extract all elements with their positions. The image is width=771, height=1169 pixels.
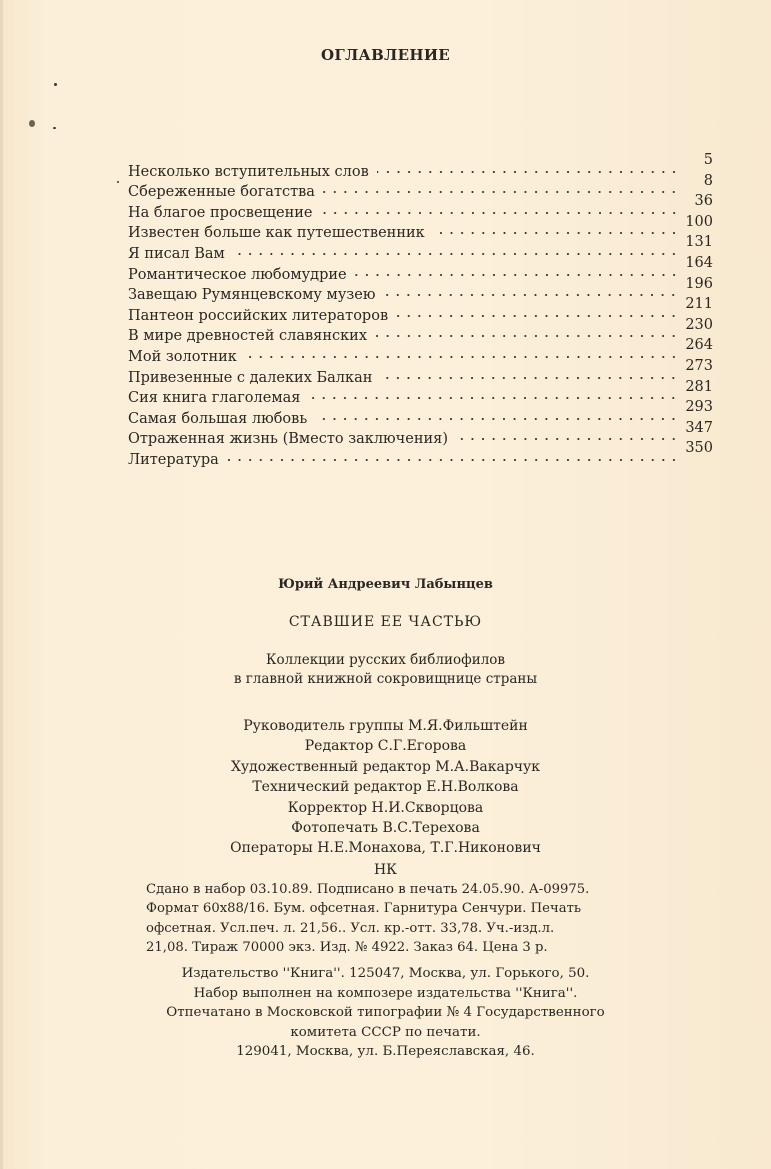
credit-line: Корректор Н.И.Скворцова (287, 799, 484, 816)
dot-leader (323, 188, 679, 196)
dot-leader (377, 168, 679, 176)
toc-entry-page: 273 (685, 357, 713, 374)
specs-line: Формат 60х88/16. Бум. офсетная. Гарнитура Сенчури. Печать (146, 901, 582, 917)
toc-entry-title: Литература (128, 451, 219, 468)
specs-line: 21,08. Тираж 70000 экз. Изд. № 4922. Заказ 64. Цена 3 р. (146, 939, 548, 955)
toc-entry (128, 275, 713, 304)
toc-entry-page: 211 (685, 296, 713, 313)
toc-entry-page: 350 (685, 440, 713, 457)
toc-entry-page: 293 (685, 399, 713, 416)
toc-entry-page: 347 (685, 419, 713, 436)
toc-entry-title: Самая большая любовь (128, 410, 308, 427)
credit-line: Технический редактор Е.Н.Волкова (252, 779, 519, 796)
book-subtitle (0, 651, 771, 689)
dot-leader (380, 374, 679, 382)
toc-entry (128, 193, 713, 221)
specs-line: офсетная. Усл.печ. л. 21,56.. Усл. кр.-отт. 33,78. Уч.-изд.л. (146, 920, 555, 936)
toc-entry-title: Привезенные с далеких Балкан (128, 369, 373, 386)
toc-entry-page: 196 (685, 275, 713, 292)
toc-entry-page: 264 (685, 337, 713, 354)
table-of-contents (128, 152, 713, 468)
classification-code: НК (373, 862, 398, 878)
dot-leader (321, 209, 679, 217)
publisher-line: Набор выполнен на композере издательства ''Книга''. (193, 985, 578, 1001)
dot-leader (456, 435, 679, 443)
toc-entry-title: Несколько вступительных слов (128, 163, 369, 180)
toc-entry-title: На благое просвещение (128, 204, 313, 221)
toc-entry-title: Пантеон российских литераторов (128, 307, 389, 324)
toc-entry-page: 281 (685, 378, 713, 395)
subtitle-line: Коллекции русских библиофилов (266, 652, 505, 668)
toc-entry (128, 337, 713, 365)
credit-line: Фотопечать В.С.Терехова (291, 820, 480, 837)
publisher-line: 129041, Москва, ул. Б.Переяславская, 46. (236, 1044, 535, 1060)
credit-line: Редактор С.Г.Егорова (304, 738, 467, 755)
toc-entry-page: 36 (694, 193, 713, 210)
publisher-line: комитета СССР по печати. (290, 1024, 481, 1040)
subtitle-line: в главной книжной сокровищнице страны (233, 671, 538, 687)
author-name: Юрий Андреевич Лабынцев (278, 577, 493, 592)
toc-entry (128, 419, 713, 448)
dot-leader (308, 394, 679, 402)
toc-entry (128, 357, 713, 386)
toc-entry-title: В мире древностей славянских (128, 328, 368, 345)
toc-entry-page: 131 (685, 234, 713, 251)
toc-entry-title: Мой золотник (128, 348, 237, 365)
credit-line: Художественный редактор М.А.Вакарчук (230, 758, 541, 775)
toc-entry-title: Сбереженные богатства (128, 184, 315, 201)
toc-entry (128, 172, 713, 201)
print-speck (53, 127, 56, 129)
toc-entry-page: 164 (685, 254, 713, 271)
toc-entry-title: Я писал Вам (128, 245, 225, 262)
specs-line: Сдано в набор 03.10.89. Подписано в печать 24.05.90. А-09975. (146, 882, 590, 897)
toc-entry-page: 5 (703, 152, 713, 168)
toc-entry-title: Завещаю Румянцевскому музею (128, 287, 376, 304)
dot-leader (375, 332, 679, 340)
publisher-line: Отпечатано в Московской типографии № 4 Государственного (166, 1005, 605, 1021)
book-title: СТАВШИЕ ЕЕ ЧАСТЬЮ (288, 614, 483, 630)
dot-leader (233, 250, 679, 258)
dot-leader (383, 291, 679, 299)
print-speck (29, 120, 35, 127)
dot-leader (245, 353, 679, 361)
toc-entry-page: 8 (703, 172, 713, 189)
toc-entry-page: 230 (685, 316, 713, 333)
publisher-info (0, 964, 771, 1062)
toc-entry (128, 316, 713, 345)
credit-line: Операторы Н.Е.Монахова, Т.Г.Никонович (230, 840, 541, 857)
dot-leader (396, 312, 679, 320)
toc-entry (128, 254, 713, 283)
toc-entry (128, 234, 713, 262)
print-speck (117, 181, 119, 183)
dot-leader (227, 456, 679, 464)
toc-entry-title: Сия книга глаголемая (128, 390, 301, 407)
toc-entry-title: Романтическое любомудрие (128, 266, 347, 283)
contents-heading: ОГЛАВЛЕНИЕ (320, 46, 451, 64)
toc-entry-title: Известен больше как путешественник (128, 225, 425, 242)
toc-entry-title: Отраженная жизнь (Вместо заключения) (128, 431, 448, 448)
dot-leader (315, 415, 679, 423)
publisher-line: Издательство ''Книга''. 125047, Москва, ул. Горького, 50. (181, 966, 590, 981)
publication-specs (146, 880, 736, 957)
credit-line: Руководитель группы М.Я.Фильштейн (243, 718, 528, 734)
toc-entry-page: 100 (685, 213, 713, 230)
toc-entry (128, 152, 713, 180)
dot-leader (355, 271, 679, 279)
toc-entry (128, 378, 713, 407)
dot-leader (433, 229, 679, 237)
toc-entry (128, 296, 713, 324)
toc-entry (128, 399, 713, 427)
credits (0, 716, 771, 859)
print-speck (54, 83, 57, 86)
toc-entry (128, 440, 713, 468)
toc-entry (128, 213, 713, 242)
